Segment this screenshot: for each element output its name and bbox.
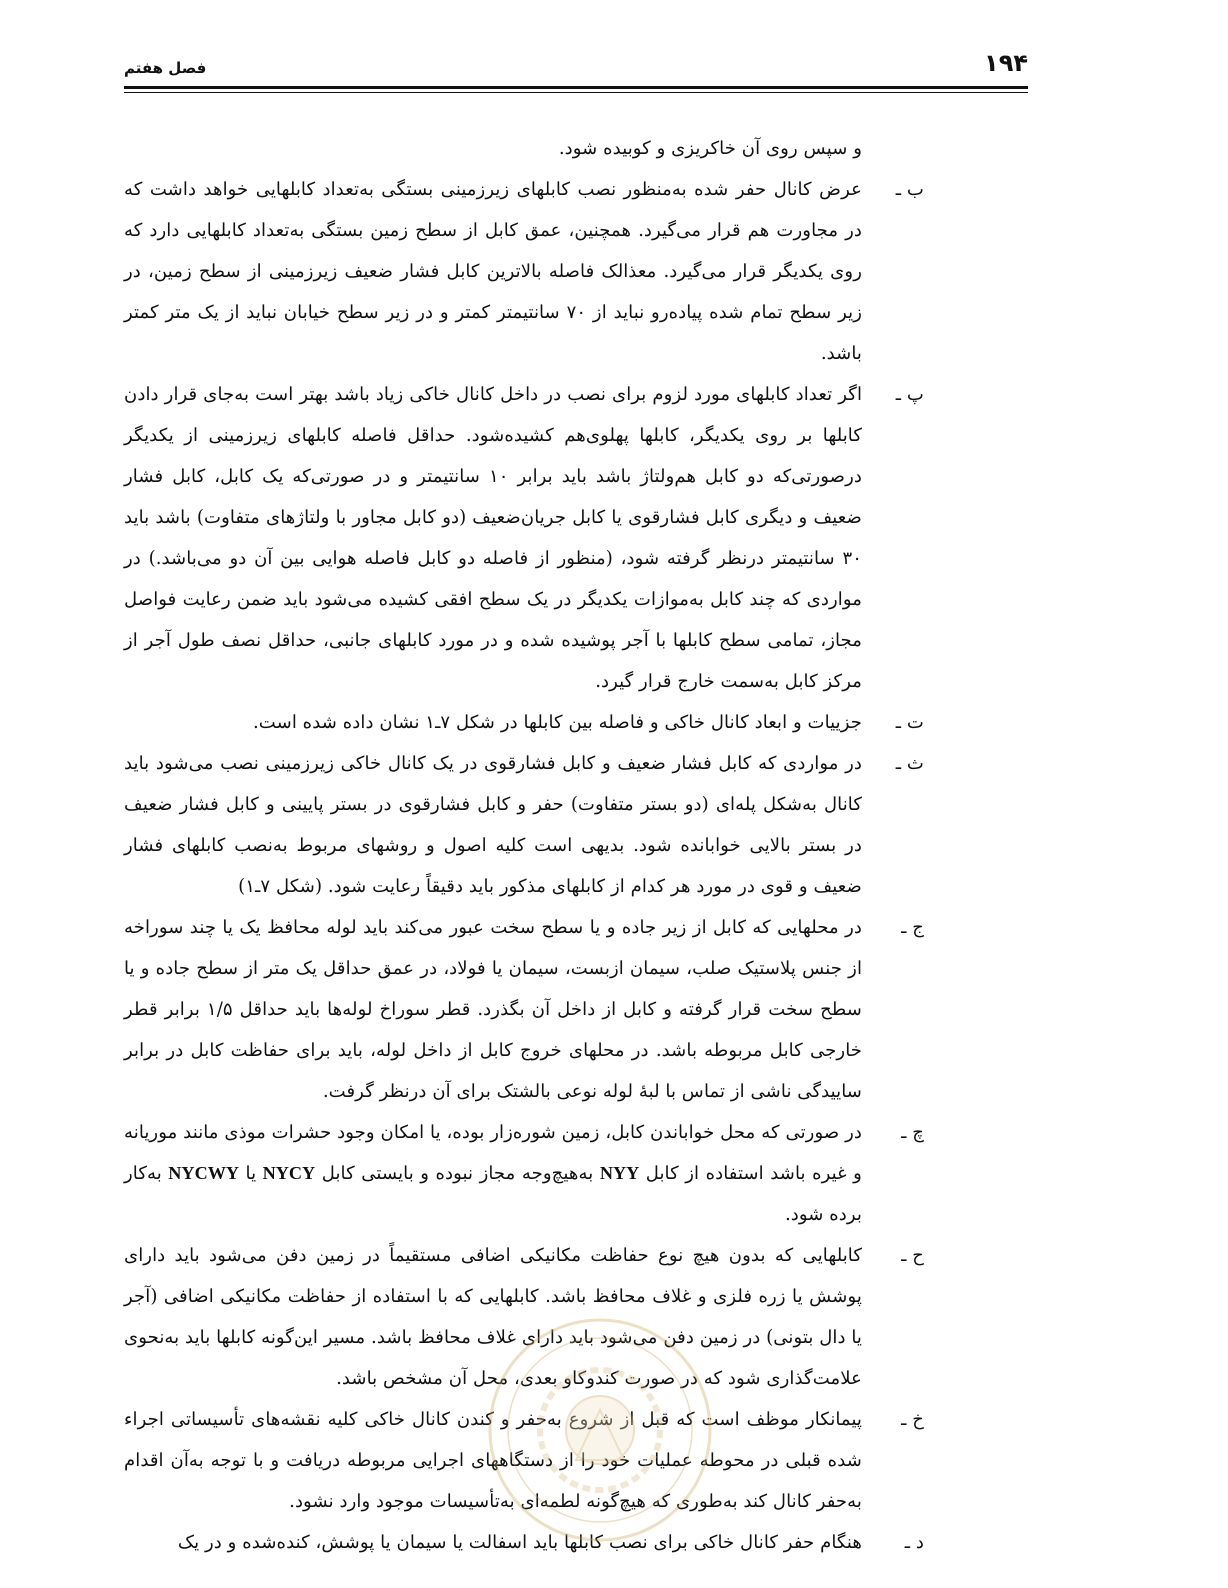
item-text: عرض کانال حفر شده به‌منظور نصب کابلهای زیرزمینی بستگی به‌تعداد کابلهایی خواهد داشت که در مجاورت هم قرار می‌گیرد. همچنین، عمق کابل از سطح زمین بستگی به‌تعداد کابلهایی دارد که روی یکدیگر قرار می‌گیرد. معذالک فاصله بالاترین کابل فشار ضعیف زیرزمینی از سطح زمین، در زیر سطح تمام شده پیاده‌رو نباید از ۷۰ سانتیمتر کمتر و در زیر سطح خیابان نباید از یک متر کمتر باشد. bbox=[124, 179, 862, 364]
page-header bbox=[124, 48, 1028, 88]
list-item-s bbox=[124, 743, 924, 907]
body-text bbox=[124, 128, 924, 1563]
item-text: کابلهایی که بدون هیچ نوع حفاظت مکانیکی اضافی مستقیماً در زمین دفن می‌شود باید دارای پوشش یا زره فلزی و غلاف محافظ باشد. کابلهایی که با استفاده از حفاظت مکانیکی اضافی (آجر یا دال بتونی) در زمین دفن می‌شود باید دارای غلاف محافظ باشد. مسیر این‌گونه کابلها باید به‌نحوی علامت‌گذاری شود که در صورت کندوکاو بعدی، محل آن مشخص باشد. bbox=[124, 1245, 862, 1389]
list-item-t bbox=[124, 702, 924, 743]
item-marker: پ ـ bbox=[895, 384, 924, 405]
list-item-ch bbox=[124, 1112, 924, 1235]
item-text: در محلهایی که کابل از زیر جاده و یا سطح سخت عبور می‌کند باید لوله محافظ یک یا چند سوراخه از جنس پلاستیک صلب، سیمان ازبست، سیمان یا فولاد، در عمق حداقل یک متر از سطح جاده و یا سطح سخت قرار گرفته و کابل از داخل آن بگذرد. قطر سوراخ لوله‌ها باید حداقل ۱/۵ برابر قطر خارجی کابل مربوطه باشد. در محلهای خروج کابل از داخل لوله، باید برای حفاظت کابل در برابر ساییدگی ناشی از تماس با لبهٔ لوله نوعی بالشتک برای آن درنظر گرفت. bbox=[124, 917, 862, 1102]
item-marker: خ ـ bbox=[901, 1409, 924, 1430]
item-text: اگر تعداد کابلهای مورد لزوم برای نصب در داخل کانال خاکی زیاد باشد بهتر است به‌جای قرار دادن کابلها بر روی یکدیگر، کابلها پهلوی‌هم کشیده‌شود. حداقل فاصله کابلهای زیرزمینی از یکدیگر درصورتی‌که دو کابل هم‌ولتاژ باشد باید برابر ۱۰ سانتیمتر و در صورتی‌که یک کابل، کابل فشار ضعیف و دیگری کابل فشارقوی یا کابل جریان‌ضعیف (دو کابل مجاور با ولتاژهای متفاوت) باشد باید ۳۰ سانتیمتر درنظر گرفته شود، (منظور از فاصله دو کابل فاصله هوایی بین آن دو می‌باشد.) در مواردی که چند کابل به‌موازات یکدیگر در یک سطح افقی کشیده می‌شود باید ضمن رعایت فواصل مجاز، تمامی سطح کابلها با آجر پوشیده شده و در مورد کابلهای جانبی، حداقل نصف طول آجر از مرکز کابل به‌سمت خارج قرار گیرد. bbox=[124, 384, 862, 692]
list-item-d bbox=[124, 1522, 924, 1563]
list-item-b bbox=[124, 169, 924, 374]
intro-paragraph: و سپس روی آن خاکریزی و کوبیده شود. bbox=[558, 138, 862, 159]
item-text: پیمانکار موظف است که قبل از شروع به‌حفر و کندن کانال خاکی کلیه نقشه‌های تأسیساتی اجراء شده قبلی در محوطه عملیات خود را از دستگاههای اجرایی مربوطه دریافت و با توجه به‌آن اقدام به‌حفر کانال کند به‌طوری که هیچ‌گونه لطمه‌ای به‌تأسیسات موجود وارد نشود. bbox=[124, 1409, 862, 1512]
chapter-title: فصل هفتم bbox=[124, 59, 207, 77]
item-text bbox=[124, 1112, 862, 1235]
cable-code-nycwy: NYCWY bbox=[168, 1163, 240, 1183]
header-rule-thick bbox=[124, 86, 1028, 89]
item-marker: چ ـ bbox=[901, 1122, 924, 1143]
cable-code-nycy: NYCY bbox=[262, 1163, 316, 1183]
item-marker: ب ـ bbox=[895, 179, 924, 200]
list-item-h bbox=[124, 1235, 924, 1399]
page-number: ۱۹۴ bbox=[984, 49, 1028, 77]
header-rule-thin bbox=[124, 92, 1028, 93]
list-item-j bbox=[124, 907, 924, 1112]
item-marker: ت ـ bbox=[895, 712, 924, 733]
item-text-part: به‌کار برده شود. bbox=[124, 1163, 862, 1225]
item-marker: ج ـ bbox=[901, 917, 924, 938]
item-text: در مواردی که کابل فشار ضعیف و کابل فشارقوی در یک کانال خاکی زیرزمینی نصب می‌شود باید کانال به‌شکل پله‌ای (دو بستر متفاوت) حفر و کابل فشارقوی در بستر پایینی و کابل فشار ضعیف در بستر بالایی خوابانده شود. بدیهی است کلیه اصول و روشهای مربوط به‌نصب کابلهای فشار ضعیف و قوی در مورد هر کدام از کابلهای مذکور باید دقیقاً رعایت شود. (شکل ۷ـ۱) bbox=[124, 753, 862, 897]
list-item-p bbox=[124, 374, 924, 702]
item-marker: د ـ bbox=[904, 1532, 924, 1553]
item-text-part: در صورتی که محل خواباندن کابل، زمین شوره‌زار بوده، یا امکان وجود حشرات موذی مانند موریانه و غیره باشد استفاده از کابل bbox=[124, 1122, 862, 1184]
list-item-kh bbox=[124, 1399, 924, 1522]
item-text: هنگام حفر کانال خاکی برای نصب کابلها باید اسفالت یا سیمان یا پوشش، کنده‌شده و در یک bbox=[177, 1532, 862, 1553]
item-text-part: به‌هیچ‌وجه مجاز نبوده و بایستی کابل bbox=[321, 1163, 594, 1184]
item-marker: ح ـ bbox=[901, 1245, 924, 1266]
item-text-part: یا bbox=[245, 1163, 257, 1184]
item-marker: ث ـ bbox=[895, 753, 924, 774]
cable-code-nyy: NYY bbox=[599, 1163, 640, 1183]
item-text: جزییات و ابعاد کانال خاکی و فاصله بین کابلها در شکل ۷ـ۱ نشان داده شده است. bbox=[252, 712, 862, 733]
